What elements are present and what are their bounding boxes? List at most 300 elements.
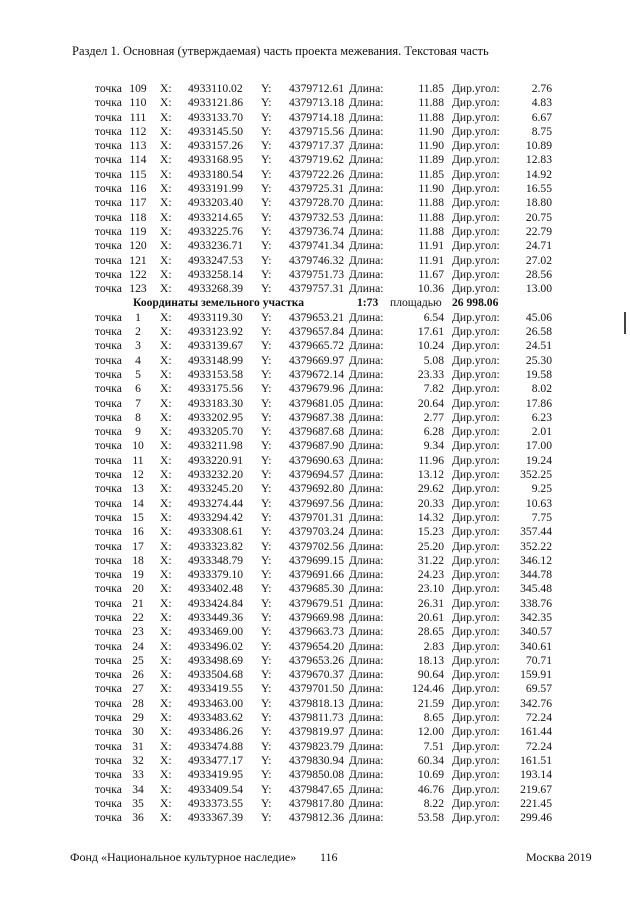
- x-coordinate: 4933148.99: [188, 353, 244, 367]
- x-label: X:: [160, 453, 172, 467]
- y-coordinate: 4379703.24: [289, 525, 345, 539]
- table-row: [0, 153, 630, 167]
- angle-label: Дир.угол:: [452, 82, 500, 95]
- length-value: 2.77: [423, 410, 444, 424]
- footer-publisher: Фонд «Национальное культурное наследие»: [70, 850, 297, 864]
- x-coordinate: 4933245.20: [188, 482, 244, 496]
- angle-value: 14.92: [525, 167, 552, 181]
- angle-value: 345.48: [520, 582, 552, 596]
- length-label: Длина:: [349, 339, 384, 353]
- y-label: Y:: [261, 196, 272, 210]
- length-value: 28.65: [417, 625, 444, 639]
- y-label: Y:: [261, 82, 272, 95]
- y-label: Y:: [261, 582, 272, 596]
- y-label: Y:: [261, 239, 272, 253]
- y-label: Y:: [261, 153, 272, 167]
- point-number: 5: [135, 367, 141, 381]
- length-label: Длина:: [349, 668, 384, 682]
- x-label: X:: [160, 725, 172, 739]
- point-number: 29: [132, 711, 144, 725]
- table-row: [0, 640, 630, 654]
- angle-label: Дир.угол:: [452, 353, 500, 367]
- angle-value: 9.25: [531, 482, 552, 496]
- point-word: точка: [95, 196, 122, 210]
- y-label: Y:: [261, 625, 272, 639]
- y-coordinate: 4379681.05: [289, 396, 345, 410]
- y-coordinate: 4379850.08: [289, 768, 345, 782]
- point-word: точка: [95, 124, 122, 138]
- length-value: 11.90: [418, 124, 444, 138]
- angle-value: 17.00: [525, 439, 552, 453]
- angle-label: Дир.угол:: [452, 453, 500, 467]
- y-coordinate: 4379751.73: [289, 267, 345, 281]
- x-coordinate: 4933203.40: [188, 196, 244, 210]
- y-label: Y:: [261, 267, 272, 281]
- table-row: [0, 239, 630, 253]
- y-coordinate: 4379717.37: [289, 139, 345, 153]
- length-label: Длина:: [349, 510, 384, 524]
- angle-label: Дир.угол:: [452, 610, 500, 624]
- point-number: 13: [132, 482, 144, 496]
- y-label: Y:: [261, 110, 272, 124]
- x-label: X:: [160, 210, 172, 224]
- table-row: [0, 497, 630, 511]
- table-row: [0, 82, 630, 96]
- point-word: точка: [95, 267, 122, 281]
- length-value: 10.24: [417, 339, 444, 353]
- y-label: Y:: [261, 325, 272, 339]
- length-value: 8.65: [423, 711, 444, 725]
- point-word: точка: [95, 739, 122, 753]
- point-number: 26: [132, 668, 144, 682]
- length-value: 124.46: [412, 682, 444, 696]
- x-label: X:: [160, 496, 172, 510]
- x-label: X:: [160, 510, 172, 524]
- x-coordinate: 4933294.42: [188, 510, 244, 524]
- angle-label: Дир.угол:: [452, 367, 500, 381]
- x-label: X:: [160, 353, 172, 367]
- point-word: точка: [95, 796, 122, 810]
- y-label: Y:: [261, 396, 272, 410]
- x-coordinate: 4933119.30: [188, 310, 243, 324]
- angle-label: Дир.угол:: [452, 682, 500, 696]
- x-coordinate: 4933367.39: [188, 811, 244, 825]
- angle-value: 18.80: [525, 196, 552, 210]
- point-word: точка: [95, 325, 122, 339]
- angle-value: 72.24: [525, 739, 552, 753]
- angle-label: Дир.угол:: [452, 468, 500, 482]
- angle-label: Дир.угол:: [452, 782, 500, 796]
- length-value: 11.85: [418, 82, 444, 95]
- section-scale: 1:73: [357, 296, 379, 310]
- x-coordinate: 4933205.70: [188, 425, 244, 439]
- length-label: Длина:: [349, 582, 384, 596]
- length-label: Длина:: [349, 210, 384, 224]
- angle-value: 340.57: [520, 625, 552, 639]
- y-coordinate: 4379702.56: [289, 539, 345, 553]
- point-number: 123: [129, 282, 147, 296]
- angle-value: 6.23: [531, 410, 552, 424]
- angle-label: Дир.угол:: [452, 711, 500, 725]
- x-coordinate: 4933373.55: [188, 796, 244, 810]
- x-coordinate: 4933183.30: [188, 396, 244, 410]
- point-word: точка: [95, 510, 122, 524]
- angle-value: 2.01: [531, 425, 552, 439]
- point-word: точка: [95, 282, 122, 296]
- angle-label: Дир.угол:: [452, 267, 500, 281]
- point-number: 1: [135, 310, 141, 324]
- x-label: X:: [160, 153, 172, 167]
- y-coordinate: 4379669.97: [289, 353, 345, 367]
- length-value: 11.90: [418, 182, 444, 196]
- angle-value: 69.57: [525, 682, 552, 696]
- point-word: точка: [95, 82, 122, 95]
- angle-value: 161.51: [520, 753, 552, 767]
- x-label: X:: [160, 82, 172, 95]
- point-number: 17: [132, 539, 144, 553]
- angle-value: 17.86: [525, 396, 552, 410]
- x-label: X:: [160, 525, 172, 539]
- x-label: X:: [160, 139, 172, 153]
- point-number: 21: [132, 596, 144, 610]
- length-label: Длина:: [349, 768, 384, 782]
- x-coordinate: 4933409.54: [188, 782, 244, 796]
- y-label: Y:: [261, 167, 272, 181]
- point-number: 6: [135, 382, 141, 396]
- x-label: X:: [160, 224, 172, 238]
- length-value: 46.76: [417, 782, 444, 796]
- angle-value: 19.24: [525, 453, 552, 467]
- angle-value: 72.24: [525, 711, 552, 725]
- point-number: 20: [132, 582, 144, 596]
- x-label: X:: [160, 468, 172, 482]
- point-word: точка: [95, 711, 122, 725]
- y-label: Y:: [261, 310, 272, 324]
- table-row: [0, 182, 630, 196]
- x-label: X:: [160, 811, 172, 825]
- angle-label: Дир.угол:: [452, 196, 500, 210]
- y-coordinate: 4379663.73: [289, 625, 345, 639]
- x-coordinate: 4933469.00: [188, 625, 244, 639]
- y-coordinate: 4379830.94: [289, 753, 345, 767]
- point-word: точка: [95, 625, 122, 639]
- y-coordinate: 4379697.56: [289, 496, 345, 510]
- angle-label: Дир.угол:: [452, 239, 500, 253]
- angle-label: Дир.угол:: [452, 482, 500, 496]
- table-row: [0, 754, 630, 768]
- point-number: 31: [132, 739, 144, 753]
- length-label: Длина:: [349, 82, 384, 95]
- y-label: Y:: [261, 553, 272, 567]
- x-label: X:: [160, 425, 172, 439]
- y-label: Y:: [261, 182, 272, 196]
- x-coordinate: 4933419.95: [188, 768, 244, 782]
- y-coordinate: 4379679.96: [289, 382, 345, 396]
- table-row: [0, 311, 630, 325]
- point-word: точка: [95, 682, 122, 696]
- x-label: X:: [160, 339, 172, 353]
- x-label: X:: [160, 782, 172, 796]
- length-label: Длина:: [349, 625, 384, 639]
- table-row: [0, 540, 630, 554]
- x-coordinate: 4933274.44: [188, 496, 244, 510]
- length-label: Длина:: [349, 353, 384, 367]
- point-word: точка: [95, 310, 122, 324]
- point-number: 18: [132, 553, 144, 567]
- point-number: 16: [132, 525, 144, 539]
- point-number: 4: [135, 353, 141, 367]
- point-number: 8: [135, 410, 141, 424]
- length-label: Длина:: [349, 553, 384, 567]
- y-label: Y:: [261, 139, 272, 153]
- point-number: 24: [132, 639, 144, 653]
- x-label: X:: [160, 382, 172, 396]
- y-coordinate: 4379699.15: [289, 553, 345, 567]
- x-coordinate: 4933268.39: [188, 282, 244, 296]
- x-coordinate: 4933498.69: [188, 653, 244, 667]
- y-coordinate: 4379713.18: [289, 96, 345, 110]
- y-label: Y:: [261, 539, 272, 553]
- point-word: точка: [95, 753, 122, 767]
- x-coordinate: 4933191.99: [188, 182, 244, 196]
- y-coordinate: 4379817.80: [289, 796, 345, 810]
- point-number: 14: [132, 496, 144, 510]
- table-row: [0, 582, 630, 596]
- angle-label: Дир.угол:: [452, 553, 500, 567]
- length-label: Длина:: [349, 696, 384, 710]
- length-value: 7.82: [423, 382, 444, 396]
- y-coordinate: 4379812.36: [289, 811, 345, 825]
- point-number: 11: [132, 453, 144, 467]
- point-word: точка: [95, 353, 122, 367]
- point-number: 12: [132, 468, 144, 482]
- table-row: [0, 740, 630, 754]
- x-label: X:: [160, 696, 172, 710]
- y-label: Y:: [261, 410, 272, 424]
- x-coordinate: 4933175.56: [188, 382, 244, 396]
- x-label: X:: [160, 96, 172, 110]
- length-value: 23.10: [417, 582, 444, 596]
- y-coordinate: 4379818.13: [289, 696, 345, 710]
- y-label: Y:: [261, 439, 272, 453]
- point-word: точка: [95, 182, 122, 196]
- length-label: Длина:: [349, 425, 384, 439]
- table-row: [0, 254, 630, 268]
- point-word: точка: [95, 396, 122, 410]
- point-number: 111: [129, 110, 147, 124]
- table-row: [0, 454, 630, 468]
- point-word: точка: [95, 139, 122, 153]
- angle-value: 8.75: [531, 124, 552, 138]
- table-row: [0, 597, 630, 611]
- angle-value: 20.75: [525, 210, 552, 224]
- y-coordinate: 4379665.72: [289, 339, 345, 353]
- x-coordinate: 4933477.17: [188, 753, 244, 767]
- point-word: точка: [95, 725, 122, 739]
- y-coordinate: 4379712.61: [289, 82, 345, 95]
- point-word: точка: [95, 525, 122, 539]
- point-number: 28: [132, 696, 144, 710]
- table-row: [0, 139, 630, 153]
- length-value: 20.61: [417, 610, 444, 624]
- table-row: [0, 125, 630, 139]
- y-label: Y:: [261, 510, 272, 524]
- page-number: 116: [320, 850, 338, 864]
- point-number: 10: [132, 439, 144, 453]
- point-word: точка: [95, 811, 122, 825]
- length-value: 5.08: [423, 353, 444, 367]
- angle-label: Дир.угол:: [452, 282, 500, 296]
- table-row: [0, 525, 630, 539]
- x-coordinate: 4933232.20: [188, 468, 244, 482]
- y-label: Y:: [261, 782, 272, 796]
- y-coordinate: 4379725.31: [289, 182, 345, 196]
- length-label: Длина:: [349, 110, 384, 124]
- x-coordinate: 4933323.82: [188, 539, 244, 553]
- angle-label: Дир.угол:: [452, 124, 500, 138]
- x-label: X:: [160, 582, 172, 596]
- angle-value: 70.71: [525, 653, 552, 667]
- angle-label: Дир.угол:: [452, 653, 500, 667]
- x-label: X:: [160, 796, 172, 810]
- point-word: точка: [95, 482, 122, 496]
- point-word: точка: [95, 553, 122, 567]
- angle-label: Дир.угол:: [452, 725, 500, 739]
- length-label: Длина:: [349, 739, 384, 753]
- x-coordinate: 4933225.76: [188, 224, 244, 238]
- angle-label: Дир.угол:: [452, 811, 500, 825]
- margin-mark: [624, 312, 626, 334]
- angle-value: 159.91: [520, 668, 552, 682]
- table-row: [0, 411, 630, 425]
- length-value: 25.20: [417, 539, 444, 553]
- y-label: Y:: [261, 796, 272, 810]
- x-coordinate: 4933211.98: [188, 439, 243, 453]
- x-coordinate: 4933308.61: [188, 525, 244, 539]
- table-row: [0, 625, 630, 639]
- table-row: [0, 397, 630, 411]
- point-number: 22: [132, 610, 144, 624]
- angle-label: Дир.угол:: [452, 753, 500, 767]
- point-number: 23: [132, 625, 144, 639]
- y-coordinate: 4379691.66: [289, 568, 345, 582]
- y-label: Y:: [261, 725, 272, 739]
- y-coordinate: 4379692.80: [289, 482, 345, 496]
- table-row: [0, 654, 630, 668]
- point-number: 122: [129, 267, 147, 281]
- angle-value: 26.58: [525, 325, 552, 339]
- table-row: [0, 697, 630, 711]
- point-number: 27: [132, 682, 144, 696]
- table-row: [0, 282, 630, 296]
- length-value: 26.31: [417, 596, 444, 610]
- table-row: [0, 568, 630, 582]
- length-value: 21.59: [417, 696, 444, 710]
- length-value: 14.32: [417, 510, 444, 524]
- y-coordinate: 4379653.21: [289, 310, 345, 324]
- y-coordinate: 4379741.34: [289, 239, 345, 253]
- x-label: X:: [160, 267, 172, 281]
- angle-value: 4.83: [531, 96, 552, 110]
- length-label: Длина:: [349, 753, 384, 767]
- x-label: X:: [160, 610, 172, 624]
- x-label: X:: [160, 753, 172, 767]
- y-coordinate: 4379672.14: [289, 367, 345, 381]
- table-row: [0, 96, 630, 110]
- y-coordinate: 4379654.20: [289, 639, 345, 653]
- angle-value: 193.14: [520, 768, 552, 782]
- x-label: X:: [160, 396, 172, 410]
- length-label: Длина:: [349, 468, 384, 482]
- angle-value: 27.02: [525, 253, 552, 267]
- x-coordinate: 4933483.62: [188, 711, 244, 725]
- length-label: Длина:: [349, 253, 384, 267]
- point-word: точка: [95, 339, 122, 353]
- point-number: 118: [129, 210, 147, 224]
- point-word: точка: [95, 653, 122, 667]
- length-label: Длина:: [349, 167, 384, 181]
- angle-value: 338.76: [520, 596, 552, 610]
- angle-label: Дир.угол:: [452, 496, 500, 510]
- y-label: Y:: [261, 568, 272, 582]
- length-label: Длина:: [349, 539, 384, 553]
- x-coordinate: 4933214.65: [188, 210, 244, 224]
- angle-value: 352.25: [520, 468, 552, 482]
- table-row: [0, 554, 630, 568]
- length-value: 29.62: [417, 482, 444, 496]
- x-label: X:: [160, 167, 172, 181]
- y-coordinate: 4379687.68: [289, 425, 345, 439]
- table-row: [0, 797, 630, 811]
- angle-label: Дир.угол:: [452, 153, 500, 167]
- length-label: Длина:: [349, 267, 384, 281]
- point-number: 3: [135, 339, 141, 353]
- table-row: [0, 611, 630, 625]
- point-word: точка: [95, 96, 122, 110]
- y-coordinate: 4379701.50: [289, 682, 345, 696]
- table-row: [0, 468, 630, 482]
- y-coordinate: 4379657.84: [289, 325, 345, 339]
- x-coordinate: 4933474.88: [188, 739, 244, 753]
- footer-city-year: Москва 2019: [526, 850, 592, 864]
- y-label: Y:: [261, 367, 272, 381]
- length-value: 20.33: [417, 496, 444, 510]
- y-coordinate: 4379679.51: [289, 596, 345, 610]
- angle-label: Дир.угол:: [452, 253, 500, 267]
- length-label: Длина:: [349, 482, 384, 496]
- point-number: 15: [132, 510, 144, 524]
- length-value: 11.88: [418, 224, 444, 238]
- y-label: Y:: [261, 596, 272, 610]
- point-word: точка: [95, 239, 122, 253]
- angle-label: Дир.угол:: [452, 167, 500, 181]
- length-value: 11.89: [418, 153, 444, 167]
- y-label: Y:: [261, 425, 272, 439]
- length-value: 11.88: [418, 196, 444, 210]
- length-label: Длина:: [349, 639, 384, 653]
- y-label: Y:: [261, 653, 272, 667]
- point-number: 33: [132, 768, 144, 782]
- table-row: [0, 211, 630, 225]
- angle-label: Дир.угол:: [452, 410, 500, 424]
- x-label: X:: [160, 768, 172, 782]
- length-value: 13.12: [417, 468, 444, 482]
- angle-value: 340.61: [520, 639, 552, 653]
- length-value: 24.23: [417, 568, 444, 582]
- length-value: 17.61: [417, 325, 444, 339]
- point-number: 119: [129, 224, 147, 238]
- x-label: X:: [160, 682, 172, 696]
